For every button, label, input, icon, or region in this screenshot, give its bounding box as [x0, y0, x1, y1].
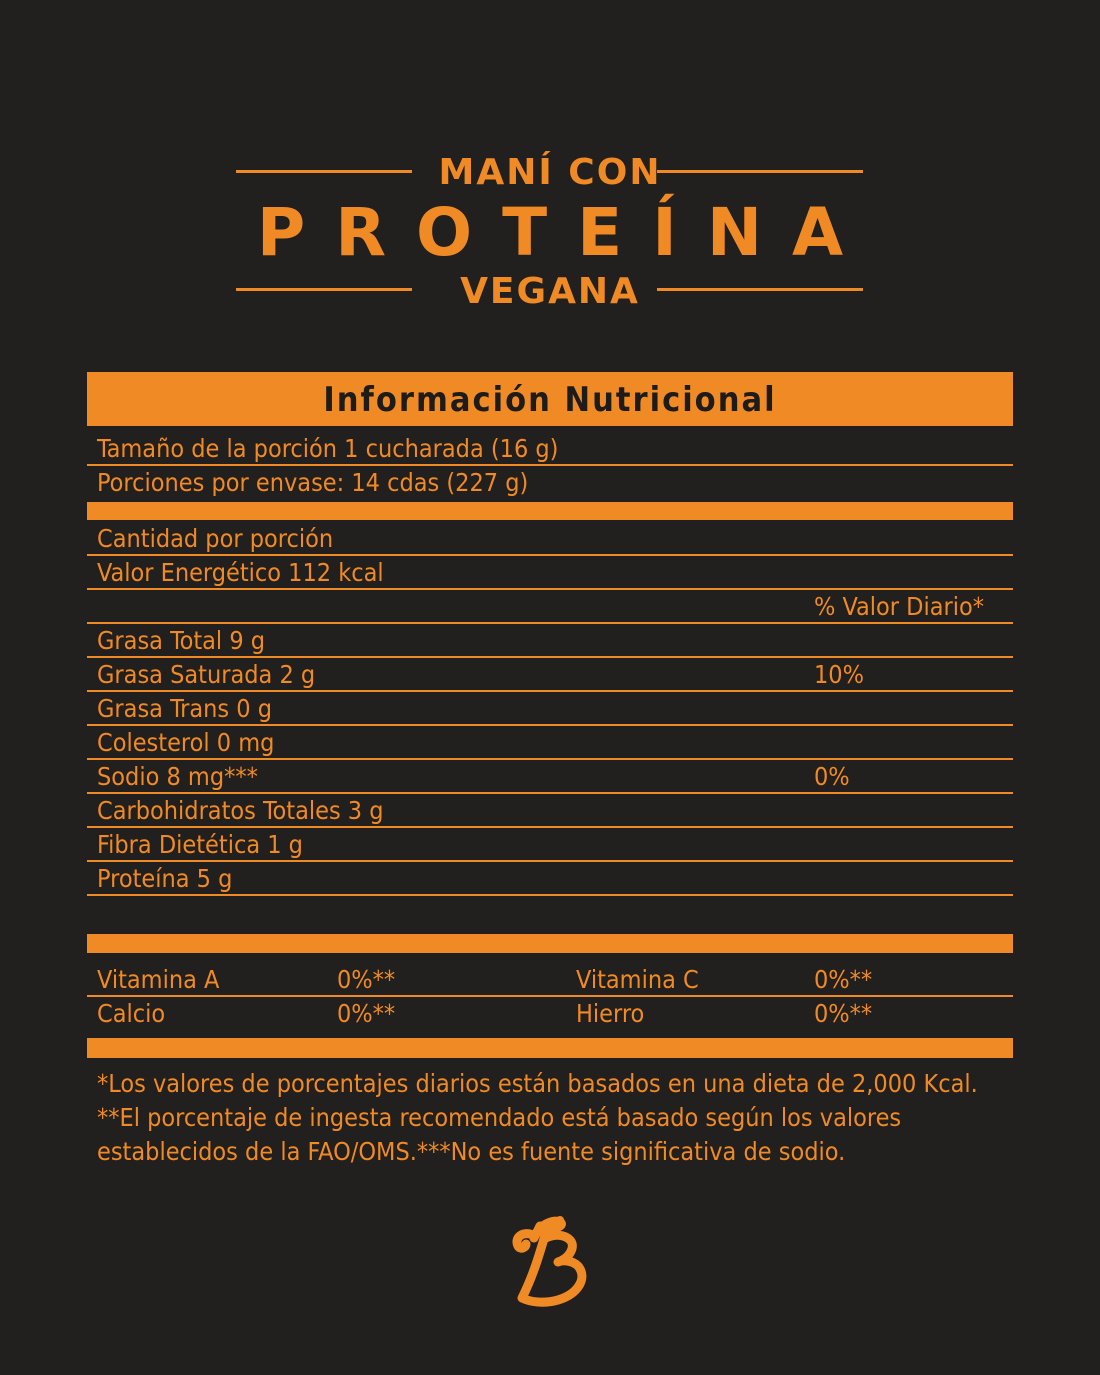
vitamin-value: 0%**: [337, 999, 396, 1028]
energy-row: [87, 556, 1013, 590]
divider-bar-3: [87, 1038, 1013, 1058]
nutrient-name: Carbohidratos Totales 3 g: [97, 796, 384, 825]
vitamin-name: Vitamina C: [576, 965, 699, 994]
amount-per-serving-label: Cantidad por porción: [97, 524, 334, 553]
vitamin-row: [87, 997, 1013, 1031]
footnote: *Los valores de porcentajes diarios están basados en una dieta de 2,000 Kcal. **El porcentaje de ingesta recomendado está basado según los valores establecidos de la FAO/OMS.***No es fuente significativa de sodio.: [97, 1069, 978, 1166]
nutrient-row: [87, 862, 1013, 896]
nutrient-name: Fibra Dietética 1 g: [97, 830, 303, 859]
nutrient-name: Grasa Saturada 2 g: [97, 660, 316, 689]
vitamin-name: Calcio: [97, 999, 166, 1028]
nutrient-row: [87, 692, 1013, 726]
nutrient-row: [87, 794, 1013, 828]
nutrient-name: Colesterol 0 mg: [97, 728, 275, 757]
nutrient-name: Proteína 5 g: [97, 864, 233, 893]
panel-title: Información Nutricional: [87, 372, 1013, 426]
servings-per-container-row: [87, 466, 1013, 500]
serving-size-row: [87, 432, 1013, 466]
dv-header-label: % Valor Diario*: [814, 592, 984, 621]
dv-header-row: [87, 590, 1013, 624]
title-line-3: VEGANA: [460, 271, 640, 312]
divider-bar-1: [87, 502, 1013, 520]
serving-size-label: Tamaño de la porción 1 cucharada (16 g): [97, 434, 559, 463]
nutrient-dv: 10%: [814, 660, 864, 689]
nutrient-row: [87, 726, 1013, 760]
nutrient-name: Sodio 8 mg***: [97, 762, 258, 791]
divider-bar-2: [87, 934, 1013, 953]
vitamin-value: 0%**: [814, 999, 873, 1028]
servings-per-container-label: Porciones por envase: 14 cdas (227 g): [97, 468, 529, 497]
energy-label: Valor Energético 112 kcal: [97, 558, 384, 587]
vitamin-row: [87, 963, 1013, 997]
vitamin-name: Hierro: [576, 999, 645, 1028]
nutrient-row: [87, 624, 1013, 658]
vitamin-value: 0%**: [814, 965, 873, 994]
nutrient-row: [87, 658, 1013, 692]
nutrient-name: Grasa Total 9 g: [97, 626, 266, 655]
nutrient-dv: 0%: [814, 762, 850, 791]
brand-b-logo-icon: [500, 1212, 600, 1312]
vitamin-value: 0%**: [337, 965, 396, 994]
nutrient-row: [87, 828, 1013, 862]
vitamin-name: Vitamina A: [97, 965, 220, 994]
title-line-1: MANÍ CON: [438, 152, 662, 193]
amount-per-serving-row: [87, 522, 1013, 556]
nutrient-row: [87, 760, 1013, 794]
nutrient-name: Grasa Trans 0 g: [97, 694, 273, 723]
title-line-2: PROTEÍNA: [256, 194, 874, 271]
